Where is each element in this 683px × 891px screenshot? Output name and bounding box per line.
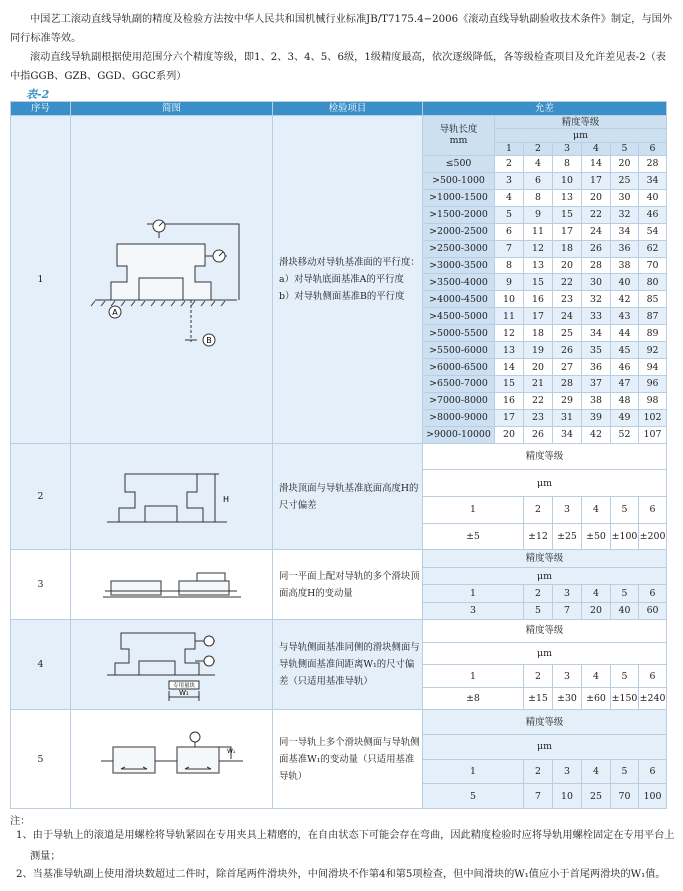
- tolerance-value: 26: [553, 342, 582, 359]
- length-range: >4000-4500: [423, 291, 495, 308]
- row2-unit: μm: [423, 470, 667, 497]
- tolerance-value: 22: [582, 206, 611, 223]
- tolerance-value: 15: [524, 274, 553, 291]
- tolerance-value: 25: [611, 172, 639, 189]
- row4-value: ±150: [611, 687, 639, 710]
- height-h-diagram: [97, 462, 247, 532]
- datum-a-label: A: [111, 308, 118, 318]
- tolerance-value: 3: [495, 172, 524, 189]
- tolerance-value: 22: [524, 392, 553, 409]
- length-unit: mm: [449, 135, 468, 147]
- row3-value: 7: [553, 602, 582, 619]
- tolerance-value: 17: [553, 223, 582, 240]
- tolerance-value: 89: [639, 325, 667, 342]
- length-range: >9000-10000: [423, 426, 495, 443]
- tolerance-value: 9: [524, 206, 553, 223]
- row4-value: ±15: [524, 687, 553, 710]
- tolerance-value: 87: [639, 308, 667, 325]
- tolerance-value: 94: [639, 359, 667, 376]
- tolerance-value: 34: [611, 223, 639, 240]
- row5-value: 7: [524, 784, 553, 809]
- row2-grade-2: 2: [524, 497, 553, 524]
- row2-grade-4: 4: [582, 497, 611, 524]
- intro-paragraph-2: 滚动直线导轨副根据使用范围分六个精度等级，即1、2、3、4、5、6级，1级精度最高，依次逐级降低，各等级检查项目及允许差见表-2（表中指GGB、GZB、GGD、GGC系列）: [10, 52, 666, 82]
- tolerance-value: 7: [495, 240, 524, 257]
- tolerance-value: 24: [553, 308, 582, 325]
- table-caption: 表-2: [26, 88, 50, 101]
- row4-unit: μm: [423, 642, 667, 665]
- tolerance-value: 47: [611, 375, 639, 392]
- pair-height-diagram: [97, 565, 247, 605]
- tolerance-value: 30: [611, 189, 639, 206]
- row5-grade-1: 1: [423, 759, 524, 784]
- tolerance-value: 34: [639, 172, 667, 189]
- row3-grade-2: 2: [524, 585, 553, 602]
- tolerance-value: 27: [553, 359, 582, 376]
- tolerance-value: 34: [553, 426, 582, 443]
- length-range: >8000-9000: [423, 409, 495, 426]
- tolerance-value: 12: [495, 325, 524, 342]
- tolerance-value: 8: [553, 155, 582, 172]
- tolerance-value: 80: [639, 274, 667, 291]
- row1-check-line-2: a）对导轨底面基准A的平行度: [279, 273, 404, 285]
- header-no: 序号: [11, 102, 71, 116]
- tolerance-value: 11: [495, 308, 524, 325]
- row4-grade-1: 1: [423, 665, 524, 688]
- row4-value: ±240: [639, 687, 667, 710]
- tolerance-value: 15: [553, 206, 582, 223]
- row5-value: 100: [639, 784, 667, 809]
- row1-grade-4: 4: [582, 142, 611, 155]
- row2-grade-3: 3: [553, 497, 582, 524]
- row3-grade-4: 4: [582, 585, 611, 602]
- row1-unit: μm: [495, 129, 667, 142]
- row3-value: 40: [611, 602, 639, 619]
- length-range: >6000-6500: [423, 359, 495, 376]
- tolerance-value: 40: [639, 189, 667, 206]
- row5-value: 25: [582, 784, 611, 809]
- tolerance-value: 46: [611, 359, 639, 376]
- tolerance-value: 13: [524, 257, 553, 274]
- tolerance-value: 42: [582, 426, 611, 443]
- tolerance-value: 39: [582, 409, 611, 426]
- tolerance-value: 32: [611, 206, 639, 223]
- tolerance-value: 20: [611, 155, 639, 172]
- row5-value: 10: [553, 784, 582, 809]
- tolerance-value: 96: [639, 375, 667, 392]
- notes-title: 注：: [10, 816, 31, 827]
- tolerance-value: 18: [553, 240, 582, 257]
- row5-check: 同一导轨上多个滑块侧面与导轨侧面基准W₁的变动量（只适用基准导轨）: [273, 710, 423, 809]
- row3-value: 20: [582, 602, 611, 619]
- tolerance-value: 17: [524, 308, 553, 325]
- row2-grade-5: 5: [611, 497, 639, 524]
- row3-grade-1: 1: [423, 585, 524, 602]
- row5-value: 5: [423, 784, 524, 809]
- header-tolerance: 允差: [423, 102, 667, 116]
- tolerance-value: 38: [582, 392, 611, 409]
- tolerance-value: 20: [553, 257, 582, 274]
- row3-label-row: [11, 550, 667, 567]
- row2-value: ±100: [611, 523, 639, 550]
- tolerance-value: 45: [611, 342, 639, 359]
- row4-grade-3: 3: [553, 665, 582, 688]
- tolerance-value: 70: [639, 257, 667, 274]
- tolerance-value: 30: [582, 274, 611, 291]
- row3-grade-6: 6: [639, 585, 667, 602]
- tolerance-value: 29: [553, 392, 582, 409]
- tolerance-value: 38: [611, 257, 639, 274]
- tolerance-value: 12: [524, 240, 553, 257]
- tolerance-value: 42: [611, 291, 639, 308]
- length-range: ≤500: [423, 155, 495, 172]
- gauge-block-label: 专用量块: [172, 682, 195, 689]
- row5-diagram: [71, 710, 273, 809]
- row1-check: [273, 116, 423, 444]
- tolerance-value: 4: [524, 155, 553, 172]
- row3-no: 3: [11, 550, 71, 620]
- row5-grade-2: 2: [524, 759, 553, 784]
- row1-check-line-1: 滑块移动对导轨基准面的平行度：: [279, 256, 420, 268]
- row3-value: 5: [524, 602, 553, 619]
- tolerance-value: 28: [582, 257, 611, 274]
- tolerance-value: 32: [582, 291, 611, 308]
- tolerance-value: 8: [495, 257, 524, 274]
- row4-grade-2: 2: [524, 665, 553, 688]
- tolerance-value: 22: [553, 274, 582, 291]
- row1-grade-5: 5: [611, 142, 639, 155]
- tolerance-value: 34: [582, 325, 611, 342]
- tolerance-value: 33: [582, 308, 611, 325]
- tolerance-value: 10: [495, 291, 524, 308]
- row4-grade-5: 5: [611, 665, 639, 688]
- tolerance-value: 17: [582, 172, 611, 189]
- tolerance-value: 10: [553, 172, 582, 189]
- tolerance-value: 48: [611, 392, 639, 409]
- length-range: >6500-7000: [423, 375, 495, 392]
- tolerance-value: 14: [495, 359, 524, 376]
- length-range: >4500-5000: [423, 308, 495, 325]
- length-range: >500-1000: [423, 172, 495, 189]
- length-range: >3500-4000: [423, 274, 495, 291]
- length-range: >5500-6000: [423, 342, 495, 359]
- tolerance-value: 19: [524, 342, 553, 359]
- row4-value: ±60: [582, 687, 611, 710]
- row5-label-row: [11, 710, 667, 735]
- row3-unit: μm: [423, 567, 667, 584]
- row4-label-row: [11, 620, 667, 643]
- row3-grade-3: 3: [553, 585, 582, 602]
- tolerance-value: 92: [639, 342, 667, 359]
- tolerance-value: 40: [611, 274, 639, 291]
- row2-value: ±50: [582, 523, 611, 550]
- row5-grade-5: 5: [611, 759, 639, 784]
- row3-grade-5: 5: [611, 585, 639, 602]
- tolerance-value: 5: [495, 206, 524, 223]
- tolerance-value: 9: [495, 274, 524, 291]
- tolerance-value: 23: [553, 291, 582, 308]
- tolerance-value: 11: [524, 223, 553, 240]
- header-check: 检验项目: [273, 102, 423, 116]
- intro-paragraph-1: 中国艺工滚动直线导轨副的精度及检验方法按中华人民共和国机械行业标准JB/T7175.4−2006《滚动直线导轨副验收技术条件》制定，与国外同行标准等效。: [10, 14, 673, 44]
- row4-grade-6: 6: [639, 665, 667, 688]
- tolerance-value: 102: [639, 409, 667, 426]
- row5-grade-4: 4: [582, 759, 611, 784]
- row1-grade-1: 1: [495, 142, 524, 155]
- row1-check-line-3: b）对导轨侧面基准B的平行度: [279, 290, 405, 302]
- tolerance-value: 46: [639, 206, 667, 223]
- tolerance-value: 24: [582, 223, 611, 240]
- tolerance-value: 35: [582, 342, 611, 359]
- tolerance-value: 17: [495, 409, 524, 426]
- note-2: 2、当基准导轨副上使用滑块数超过二件时，除首尾两件滑块外，中间滑块不作第4和第5项检查，但中间滑块的W₁值应小于首尾两滑块的W₁值。: [16, 869, 666, 880]
- length-range: >2500-3000: [423, 240, 495, 257]
- row5-grade-label: 精度等级: [423, 710, 667, 735]
- row3-diagram: [71, 550, 273, 620]
- row2-value: ±5: [423, 523, 524, 550]
- row4-diagram: [71, 620, 273, 710]
- table-header-row: [11, 102, 667, 116]
- tolerance-value: 16: [524, 291, 553, 308]
- tolerance-value: 31: [553, 409, 582, 426]
- row1-grade-2: 2: [524, 142, 553, 155]
- row4-grade-4: 4: [582, 665, 611, 688]
- length-range: >2000-2500: [423, 223, 495, 240]
- row5-grade-6: 6: [639, 759, 667, 784]
- row2-label-row: [11, 443, 667, 470]
- row3-value: 60: [639, 602, 667, 619]
- tolerance-value: 2: [495, 155, 524, 172]
- row4-grade-label: 精度等级: [423, 620, 667, 643]
- tolerance-value: 62: [639, 240, 667, 257]
- row2-value: ±200: [639, 523, 667, 550]
- row2-diagram: [71, 443, 273, 550]
- tolerance-value: 18: [524, 325, 553, 342]
- tolerance-value: 26: [582, 240, 611, 257]
- dim-w1-label-2: W₁: [226, 748, 235, 756]
- tolerance-value: 28: [553, 375, 582, 392]
- length-range: >3000-3500: [423, 257, 495, 274]
- row3-value: 3: [423, 602, 524, 619]
- tolerance-value: 13: [495, 342, 524, 359]
- tolerance-value: 8: [524, 189, 553, 206]
- row1-grade-6: 6: [639, 142, 667, 155]
- row2-value: ±25: [553, 523, 582, 550]
- note-1: 1、由于导轨上的滚道是用螺栓将导轨紧固在专用夹具上精磨的，在自由状态下可能会存在弯曲，因此精度检验时应将导轨用螺栓固定在专用平台上测量；: [16, 830, 675, 862]
- tolerance-value: 54: [639, 223, 667, 240]
- tolerance-value: 43: [611, 308, 639, 325]
- row5-no: 5: [11, 710, 71, 809]
- tolerance-value: 23: [524, 409, 553, 426]
- tolerance-value: 52: [611, 426, 639, 443]
- tolerance-value: 98: [639, 392, 667, 409]
- length-range: >1000-1500: [423, 189, 495, 206]
- row2-grade-1: 1: [423, 497, 524, 524]
- datum-b-label: B: [205, 336, 212, 346]
- length-label: 导轨长度: [439, 124, 478, 136]
- dim-w1-label: W₁: [178, 688, 189, 697]
- row4-no: 4: [11, 620, 71, 710]
- row2-check: 滑块顶面与导轨基准底面高度H的尺寸偏差: [273, 443, 423, 550]
- tolerance-value: 20: [582, 189, 611, 206]
- tolerance-value: 28: [639, 155, 667, 172]
- row3-check: 同一平面上配对导轨的多个滑块顶面高度H的变动量: [273, 550, 423, 620]
- row2-value: ±12: [524, 523, 553, 550]
- tolerance-value: 85: [639, 291, 667, 308]
- row5-grade-3: 3: [553, 759, 582, 784]
- row2-grade-6: 6: [639, 497, 667, 524]
- tolerance-value: 15: [495, 375, 524, 392]
- tolerance-table: [10, 101, 667, 809]
- length-header: [423, 116, 495, 156]
- length-range: >7000-8000: [423, 392, 495, 409]
- row5-unit: μm: [423, 734, 667, 759]
- tolerance-value: 49: [611, 409, 639, 426]
- length-range: >1500-2000: [423, 206, 495, 223]
- header-diagram: 简图: [71, 102, 273, 116]
- row4-check: 与导轨侧面基准同侧的滑块侧面与导轨侧面基准间距离W₁的尺寸偏差（只适用基准导轨）: [273, 620, 423, 710]
- row4-value: ±30: [553, 687, 582, 710]
- row3-grade-label: 精度等级: [423, 550, 667, 567]
- row5-value: 70: [611, 784, 639, 809]
- multi-block-diagram: [97, 729, 247, 789]
- row2-no: 2: [11, 443, 71, 550]
- tolerance-value: 6: [495, 223, 524, 240]
- tolerance-value: 13: [553, 189, 582, 206]
- tolerance-value: 4: [495, 189, 524, 206]
- tolerance-value: 36: [582, 359, 611, 376]
- rail-parallelism-diagram: [87, 204, 257, 354]
- dim-h-label: H: [222, 494, 229, 504]
- row2-grade-label: 精度等级: [423, 443, 667, 470]
- tolerance-value: 26: [524, 426, 553, 443]
- row1-diagram: [71, 116, 273, 444]
- tolerance-value: 14: [582, 155, 611, 172]
- tolerance-value: 107: [639, 426, 667, 443]
- length-range: >5000-5500: [423, 325, 495, 342]
- tolerance-value: 21: [524, 375, 553, 392]
- tolerance-value: 6: [524, 172, 553, 189]
- row1-grade-3: 3: [553, 142, 582, 155]
- row4-value: ±8: [423, 687, 524, 710]
- tolerance-value: 36: [611, 240, 639, 257]
- tolerance-value: 37: [582, 375, 611, 392]
- tolerance-value: 20: [524, 359, 553, 376]
- row1-no: 1: [11, 116, 71, 444]
- tolerance-value: 20: [495, 426, 524, 443]
- tolerance-value: 44: [611, 325, 639, 342]
- tolerance-value: 16: [495, 392, 524, 409]
- side-distance-diagram: [97, 627, 247, 703]
- tolerance-value: 25: [553, 325, 582, 342]
- row1-grade-label: 精度等级: [495, 116, 667, 129]
